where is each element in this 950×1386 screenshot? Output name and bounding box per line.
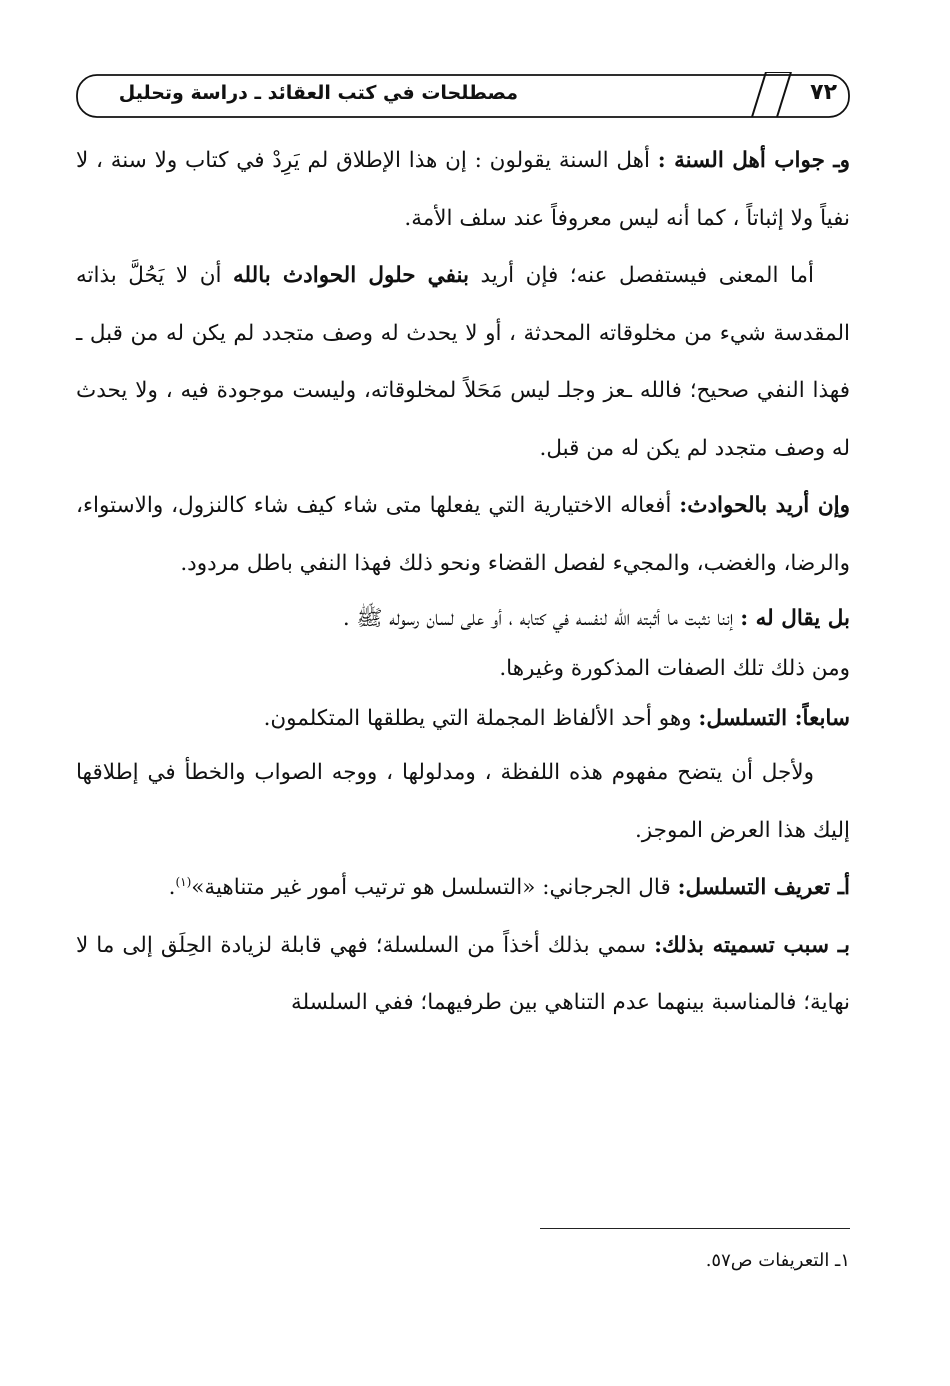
bold-phrase: بنفي حلول الحوادث بالله	[233, 263, 469, 288]
paragraph-bal-yuqal	[76, 594, 850, 644]
paragraph-text: ولأجل أن يتضح مفهوم هذه اللفظة ، ومدلولها ، ووجه الصواب والخطأ في إطلاقها إليك هذا العرض الموجز.	[76, 760, 850, 843]
paragraph-meaning	[76, 247, 850, 477]
footnote-ref: (١)	[175, 874, 192, 889]
paragraph-label: بل يقال له :	[740, 606, 850, 631]
footnote-separator	[540, 1228, 850, 1229]
paragraph-label: بـ سبب تسميته بذلك:	[654, 932, 850, 958]
paragraph-text: ومن ذلك تلك الصفات المذكورة وغيرها.	[499, 656, 850, 681]
paragraph-text: أما المعنى فيستفصل عنه؛ فإن أريد	[468, 263, 814, 288]
paragraph-tasalsul-naming	[76, 917, 850, 1032]
paragraph-text: قال الجرجاني: «التسلسل هو ترتيب أمور غير متناهية»	[191, 875, 678, 900]
paragraph-ahl-sunnah-answer	[76, 132, 850, 247]
paragraph-text: وهو أحد الألفاظ المجملة التي يطلقها المتكلمون.	[263, 706, 699, 731]
paragraph-text: سمي بذلك أخذاً من السلسلة؛ فهي قابلة لزيادة الحِلَق إلى ما لا نهاية؛ فالمناسبة بينهما عدم التناهي بين طرفيهما؛ ففي السلسلة	[76, 932, 850, 1015]
section-heading: سابعاً: التسلسل:	[698, 706, 850, 731]
paragraph-label: وـ جواب أهل السنة :	[657, 148, 850, 173]
paragraph-tasalsul-heading	[76, 694, 850, 744]
paragraph-tasalsul-intro	[76, 744, 850, 859]
paragraph-text: إننا نثبت ما أثبته الله لنفسه في كتابه ، أو على لسان رسوله ﷺ .	[342, 606, 741, 631]
paragraph-text: أن لا يَحُلَّ بذاته المقدسة شيء من مخلوقاته المحدثة ، أو لا يحدث له وصف متجدد لم يكن له من قبل ـ فهذا النفي صحيح؛ فالله ـعز وجلـ ليس مَحَلاً لمخلوقاته، وليست موجودة فيه ، ولا يحدث له وصف متجدد لم يكن له من قبل.	[76, 263, 850, 461]
paragraph-label: وإن أريد بالحوادث:	[679, 493, 850, 518]
header-title: مصطلحات في كتب العقائد ـ دراسة وتحليل	[118, 82, 518, 104]
footnote: ١ـ التعريفات ص٥٧.	[705, 1250, 850, 1271]
paragraph-text: أهل السنة يقولون : إن هذا الإطلاق لم يَرِدْ في كتاب ولا سنة ، لا نفياً ولا إثباتاً ، كما أنه ليس معروفاً عند سلف الأمة.	[76, 148, 850, 231]
page-number: ٧٢	[810, 80, 837, 105]
running-header	[76, 72, 851, 120]
paragraph-text: .	[168, 875, 176, 900]
paragraph-label: أـ تعريف التسلسل:	[677, 875, 850, 900]
paragraph-sifat	[76, 644, 850, 694]
paragraph-tasalsul-definition	[76, 859, 850, 917]
paragraph-hawadith	[76, 477, 850, 592]
page-body	[76, 132, 850, 1032]
paragraph-text: أفعاله الاختيارية التي يفعلها متى شاء كيف شاء كالنزول، والاستواء، والرضا، والغضب، والمجيء لفصل القضاء ونحو ذلك فهذا النفي باطل مردود.	[76, 493, 850, 576]
